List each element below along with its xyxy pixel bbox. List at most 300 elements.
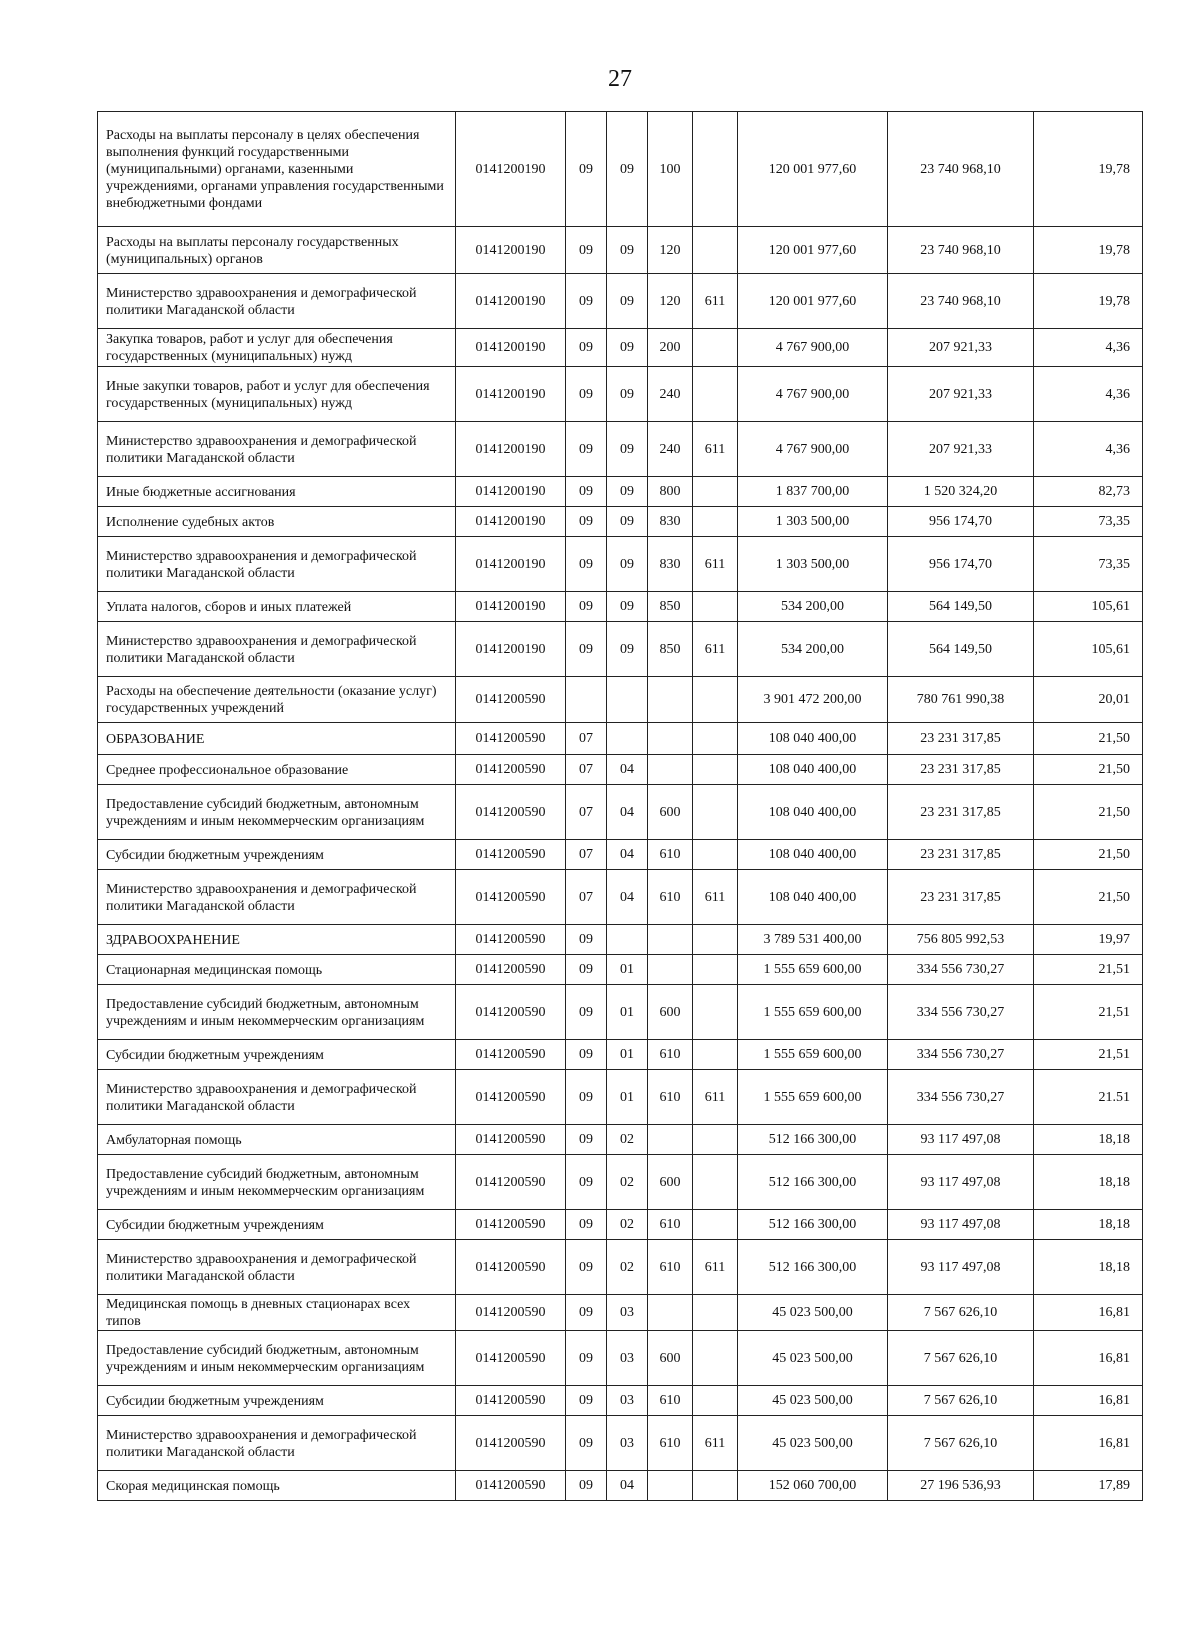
execution-percent-cell: 4,36 <box>1034 367 1143 422</box>
table-row <box>98 367 1143 422</box>
table-row <box>98 925 1143 955</box>
executed-amount-cell: 564 149,50 <box>888 592 1034 622</box>
table-row <box>98 1125 1143 1155</box>
expense-name-cell: Медицинская помощь в дневных стационарах всех типов <box>98 1295 456 1331</box>
execution-percent-cell: 21,51 <box>1034 955 1143 985</box>
execution-percent-cell: 17,89 <box>1034 1471 1143 1501</box>
expense-type-cell <box>648 1471 693 1501</box>
subsection-cell <box>607 723 648 755</box>
admin-code-cell <box>693 507 738 537</box>
execution-percent-cell: 4,36 <box>1034 329 1143 367</box>
target-article-cell: 0141200590 <box>456 985 566 1040</box>
target-article-cell: 0141200590 <box>456 1416 566 1471</box>
subsection-cell: 09 <box>607 422 648 477</box>
executed-amount-cell: 7 567 626,10 <box>888 1295 1034 1331</box>
planned-amount-cell: 534 200,00 <box>738 592 888 622</box>
execution-percent-cell: 19,97 <box>1034 925 1143 955</box>
execution-percent-cell: 18,18 <box>1034 1210 1143 1240</box>
table-row <box>98 723 1143 755</box>
target-article-cell: 0141200590 <box>456 1210 566 1240</box>
expense-type-cell: 600 <box>648 1155 693 1210</box>
target-article-cell: 0141200190 <box>456 422 566 477</box>
subsection-cell: 02 <box>607 1125 648 1155</box>
target-article-cell: 0141200190 <box>456 592 566 622</box>
admin-code-cell <box>693 925 738 955</box>
admin-code-cell: 611 <box>693 622 738 677</box>
subsection-cell: 03 <box>607 1331 648 1386</box>
subsection-cell: 09 <box>607 592 648 622</box>
admin-code-cell <box>693 985 738 1040</box>
execution-percent-cell: 73,35 <box>1034 507 1143 537</box>
target-article-cell: 0141200590 <box>456 1386 566 1416</box>
planned-amount-cell: 3 789 531 400,00 <box>738 925 888 955</box>
expense-type-cell <box>648 1125 693 1155</box>
expense-type-cell: 610 <box>648 1210 693 1240</box>
admin-code-cell <box>693 755 738 785</box>
subsection-cell: 09 <box>607 622 648 677</box>
expense-name-cell: Министерство здравоохранения и демографической политики Магаданской области <box>98 1240 456 1295</box>
planned-amount-cell: 108 040 400,00 <box>738 755 888 785</box>
section-cell: 09 <box>566 422 607 477</box>
expense-type-cell: 100 <box>648 112 693 227</box>
subsection-cell: 09 <box>607 507 648 537</box>
expense-name-cell: Исполнение судебных актов <box>98 507 456 537</box>
executed-amount-cell: 23 231 317,85 <box>888 870 1034 925</box>
executed-amount-cell: 23 231 317,85 <box>888 723 1034 755</box>
subsection-cell: 04 <box>607 785 648 840</box>
planned-amount-cell: 45 023 500,00 <box>738 1386 888 1416</box>
execution-percent-cell: 82,73 <box>1034 477 1143 507</box>
table-row <box>98 622 1143 677</box>
subsection-cell: 01 <box>607 1070 648 1125</box>
expense-type-cell: 610 <box>648 840 693 870</box>
subsection-cell: 04 <box>607 755 648 785</box>
executed-amount-cell: 23 231 317,85 <box>888 785 1034 840</box>
execution-percent-cell: 16,81 <box>1034 1416 1143 1471</box>
execution-percent-cell: 21,50 <box>1034 840 1143 870</box>
subsection-cell: 03 <box>607 1416 648 1471</box>
target-article-cell: 0141200590 <box>456 1240 566 1295</box>
section-cell: 07 <box>566 870 607 925</box>
planned-amount-cell: 108 040 400,00 <box>738 840 888 870</box>
executed-amount-cell: 207 921,33 <box>888 422 1034 477</box>
admin-code-cell <box>693 677 738 723</box>
expense-name-cell: Субсидии бюджетным учреждениям <box>98 1210 456 1240</box>
page-number: 27 <box>608 66 632 92</box>
subsection-cell: 09 <box>607 329 648 367</box>
section-cell: 09 <box>566 1125 607 1155</box>
expense-type-cell: 240 <box>648 367 693 422</box>
expense-type-cell: 600 <box>648 1331 693 1386</box>
table-row <box>98 329 1143 367</box>
target-article-cell: 0141200190 <box>456 227 566 274</box>
admin-code-cell: 611 <box>693 537 738 592</box>
expense-type-cell: 610 <box>648 1040 693 1070</box>
section-cell: 07 <box>566 840 607 870</box>
execution-percent-cell: 4,36 <box>1034 422 1143 477</box>
section-cell: 09 <box>566 507 607 537</box>
table-row <box>98 955 1143 985</box>
planned-amount-cell: 512 166 300,00 <box>738 1210 888 1240</box>
executed-amount-cell: 1 520 324,20 <box>888 477 1034 507</box>
section-cell: 09 <box>566 1295 607 1331</box>
planned-amount-cell: 1 555 659 600,00 <box>738 955 888 985</box>
subsection-cell: 01 <box>607 955 648 985</box>
admin-code-cell: 611 <box>693 1416 738 1471</box>
target-article-cell: 0141200590 <box>456 723 566 755</box>
section-cell: 09 <box>566 1240 607 1295</box>
expense-name-cell: Министерство здравоохранения и демографической политики Магаданской области <box>98 1070 456 1125</box>
execution-percent-cell: 16,81 <box>1034 1386 1143 1416</box>
admin-code-cell <box>693 227 738 274</box>
executed-amount-cell: 780 761 990,38 <box>888 677 1034 723</box>
admin-code-cell <box>693 723 738 755</box>
admin-code-cell <box>693 955 738 985</box>
subsection-cell: 09 <box>607 227 648 274</box>
subsection-cell: 03 <box>607 1386 648 1416</box>
planned-amount-cell: 4 767 900,00 <box>738 329 888 367</box>
section-cell: 09 <box>566 955 607 985</box>
expense-name-cell: Министерство здравоохранения и демографической политики Магаданской области <box>98 870 456 925</box>
target-article-cell: 0141200590 <box>456 840 566 870</box>
planned-amount-cell: 4 767 900,00 <box>738 367 888 422</box>
target-article-cell: 0141200590 <box>456 1070 566 1125</box>
planned-amount-cell: 120 001 977,60 <box>738 112 888 227</box>
table-row <box>98 1210 1143 1240</box>
executed-amount-cell: 7 567 626,10 <box>888 1386 1034 1416</box>
planned-amount-cell: 512 166 300,00 <box>738 1125 888 1155</box>
executed-amount-cell: 7 567 626,10 <box>888 1331 1034 1386</box>
execution-percent-cell: 18,18 <box>1034 1240 1143 1295</box>
table-row <box>98 422 1143 477</box>
execution-percent-cell: 19,78 <box>1034 227 1143 274</box>
expense-type-cell: 120 <box>648 227 693 274</box>
expense-name-cell: Предоставление субсидий бюджетным, автономным учреждениям и иным некоммерческим организациям <box>98 1331 456 1386</box>
target-article-cell: 0141200590 <box>456 1040 566 1070</box>
execution-percent-cell: 21,50 <box>1034 870 1143 925</box>
section-cell: 09 <box>566 274 607 329</box>
budget-table-body <box>98 112 1143 1501</box>
subsection-cell: 09 <box>607 274 648 329</box>
expense-name-cell: Амбулаторная помощь <box>98 1125 456 1155</box>
table-row <box>98 112 1143 227</box>
planned-amount-cell: 3 901 472 200,00 <box>738 677 888 723</box>
expense-name-cell: Расходы на обеспечение деятельности (оказание услуг) государственных учреждений <box>98 677 456 723</box>
subsection-cell: 01 <box>607 985 648 1040</box>
section-cell: 09 <box>566 227 607 274</box>
subsection-cell: 02 <box>607 1155 648 1210</box>
expense-type-cell: 600 <box>648 785 693 840</box>
subsection-cell: 09 <box>607 477 648 507</box>
expense-name-cell: Закупка товаров, работ и услуг для обеспечения государственных (муниципальных) нужд <box>98 329 456 367</box>
expense-type-cell: 610 <box>648 1416 693 1471</box>
planned-amount-cell: 534 200,00 <box>738 622 888 677</box>
table-row <box>98 1471 1143 1501</box>
target-article-cell: 0141200190 <box>456 537 566 592</box>
planned-amount-cell: 1 555 659 600,00 <box>738 985 888 1040</box>
subsection-cell: 09 <box>607 112 648 227</box>
admin-code-cell: 611 <box>693 1070 738 1125</box>
executed-amount-cell: 93 117 497,08 <box>888 1125 1034 1155</box>
admin-code-cell <box>693 112 738 227</box>
table-row <box>98 1240 1143 1295</box>
execution-percent-cell: 20,01 <box>1034 677 1143 723</box>
target-article-cell: 0141200590 <box>456 785 566 840</box>
planned-amount-cell: 4 767 900,00 <box>738 422 888 477</box>
expense-type-cell: 600 <box>648 985 693 1040</box>
subsection-cell <box>607 677 648 723</box>
expense-type-cell: 120 <box>648 274 693 329</box>
subsection-cell: 04 <box>607 1471 648 1501</box>
executed-amount-cell: 334 556 730,27 <box>888 1070 1034 1125</box>
admin-code-cell <box>693 1210 738 1240</box>
admin-code-cell: 611 <box>693 1240 738 1295</box>
executed-amount-cell: 23 740 968,10 <box>888 274 1034 329</box>
table-row <box>98 227 1143 274</box>
planned-amount-cell: 1 303 500,00 <box>738 537 888 592</box>
planned-amount-cell: 512 166 300,00 <box>738 1240 888 1295</box>
expense-name-cell: Стационарная медицинская помощь <box>98 955 456 985</box>
executed-amount-cell: 23 231 317,85 <box>888 755 1034 785</box>
target-article-cell: 0141200590 <box>456 870 566 925</box>
executed-amount-cell: 956 174,70 <box>888 537 1034 592</box>
target-article-cell: 0141200590 <box>456 755 566 785</box>
executed-amount-cell: 93 117 497,08 <box>888 1155 1034 1210</box>
section-cell: 09 <box>566 622 607 677</box>
section-cell: 09 <box>566 1210 607 1240</box>
executed-amount-cell: 334 556 730,27 <box>888 955 1034 985</box>
section-cell: 09 <box>566 1416 607 1471</box>
planned-amount-cell: 152 060 700,00 <box>738 1471 888 1501</box>
target-article-cell: 0141200590 <box>456 925 566 955</box>
admin-code-cell <box>693 1331 738 1386</box>
table-row <box>98 870 1143 925</box>
execution-percent-cell: 21.51 <box>1034 1070 1143 1125</box>
section-cell: 09 <box>566 1155 607 1210</box>
table-row <box>98 1386 1143 1416</box>
planned-amount-cell: 120 001 977,60 <box>738 274 888 329</box>
expense-name-cell: Иные бюджетные ассигнования <box>98 477 456 507</box>
table-row <box>98 1416 1143 1471</box>
expense-name-cell: Предоставление субсидий бюджетным, автономным учреждениям и иным некоммерческим организациям <box>98 785 456 840</box>
section-cell: 07 <box>566 755 607 785</box>
planned-amount-cell: 1 837 700,00 <box>738 477 888 507</box>
table-row <box>98 537 1143 592</box>
target-article-cell: 0141200590 <box>456 1331 566 1386</box>
expense-type-cell <box>648 755 693 785</box>
table-row <box>98 755 1143 785</box>
subsection-cell: 09 <box>607 367 648 422</box>
expense-name-cell: Министерство здравоохранения и демографической политики Магаданской области <box>98 274 456 329</box>
admin-code-cell <box>693 1125 738 1155</box>
section-cell: 09 <box>566 1331 607 1386</box>
target-article-cell: 0141200590 <box>456 1295 566 1331</box>
target-article-cell: 0141200590 <box>456 1155 566 1210</box>
table-row <box>98 274 1143 329</box>
target-article-cell: 0141200190 <box>456 274 566 329</box>
table-row <box>98 985 1143 1040</box>
table-row <box>98 1331 1143 1386</box>
executed-amount-cell: 756 805 992,53 <box>888 925 1034 955</box>
planned-amount-cell: 1 555 659 600,00 <box>738 1070 888 1125</box>
executed-amount-cell: 956 174,70 <box>888 507 1034 537</box>
section-cell: 09 <box>566 329 607 367</box>
expense-name-cell: ОБРАЗОВАНИЕ <box>98 723 456 755</box>
expense-name-cell: Уплата налогов, сборов и иных платежей <box>98 592 456 622</box>
admin-code-cell <box>693 1471 738 1501</box>
table-row <box>98 477 1143 507</box>
target-article-cell: 0141200590 <box>456 1125 566 1155</box>
subsection-cell: 01 <box>607 1040 648 1070</box>
executed-amount-cell: 23 740 968,10 <box>888 112 1034 227</box>
section-cell: 09 <box>566 477 607 507</box>
table-row <box>98 1070 1143 1125</box>
expense-type-cell <box>648 723 693 755</box>
section-cell: 07 <box>566 785 607 840</box>
executed-amount-cell: 334 556 730,27 <box>888 985 1034 1040</box>
table-row <box>98 1295 1143 1331</box>
expense-type-cell <box>648 677 693 723</box>
expense-name-cell: Иные закупки товаров, работ и услуг для обеспечения государственных (муниципальных) нужд <box>98 367 456 422</box>
planned-amount-cell: 120 001 977,60 <box>738 227 888 274</box>
table-row <box>98 840 1143 870</box>
expense-name-cell: Предоставление субсидий бюджетным, автономным учреждениям и иным некоммерческим организациям <box>98 1155 456 1210</box>
admin-code-cell <box>693 329 738 367</box>
executed-amount-cell: 27 196 536,93 <box>888 1471 1034 1501</box>
admin-code-cell: 611 <box>693 422 738 477</box>
admin-code-cell <box>693 840 738 870</box>
execution-percent-cell: 16,81 <box>1034 1295 1143 1331</box>
admin-code-cell <box>693 1040 738 1070</box>
planned-amount-cell: 108 040 400,00 <box>738 785 888 840</box>
subsection-cell: 04 <box>607 840 648 870</box>
expense-type-cell: 610 <box>648 1240 693 1295</box>
subsection-cell: 04 <box>607 870 648 925</box>
expense-name-cell: Субсидии бюджетным учреждениям <box>98 1040 456 1070</box>
execution-percent-cell: 21,51 <box>1034 985 1143 1040</box>
execution-percent-cell: 19,78 <box>1034 112 1143 227</box>
table-row <box>98 785 1143 840</box>
expense-name-cell: Расходы на выплаты персоналу в целях обеспечения выполнения функций государственными (муниципальными) органами, казенными учреждениями, органами управления государственными внебюджетными фондами <box>98 112 456 227</box>
planned-amount-cell: 1 555 659 600,00 <box>738 1040 888 1070</box>
executed-amount-cell: 23 231 317,85 <box>888 840 1034 870</box>
target-article-cell: 0141200190 <box>456 622 566 677</box>
section-cell: 09 <box>566 1040 607 1070</box>
execution-percent-cell: 73,35 <box>1034 537 1143 592</box>
execution-percent-cell: 19,78 <box>1034 274 1143 329</box>
expense-name-cell: Министерство здравоохранения и демографической политики Магаданской области <box>98 422 456 477</box>
execution-percent-cell: 18,18 <box>1034 1125 1143 1155</box>
execution-percent-cell: 21,50 <box>1034 785 1143 840</box>
target-article-cell: 0141200590 <box>456 955 566 985</box>
target-article-cell: 0141200190 <box>456 112 566 227</box>
section-cell: 09 <box>566 985 607 1040</box>
admin-code-cell <box>693 1295 738 1331</box>
expense-name-cell: Министерство здравоохранения и демографической политики Магаданской области <box>98 622 456 677</box>
target-article-cell: 0141200190 <box>456 507 566 537</box>
execution-percent-cell: 105,61 <box>1034 592 1143 622</box>
admin-code-cell: 611 <box>693 274 738 329</box>
table-row <box>98 1155 1143 1210</box>
section-cell: 09 <box>566 1471 607 1501</box>
expense-type-cell: 830 <box>648 537 693 592</box>
expense-name-cell: Расходы на выплаты персоналу государственных (муниципальных) органов <box>98 227 456 274</box>
section-cell: 09 <box>566 367 607 422</box>
section-cell <box>566 677 607 723</box>
target-article-cell: 0141200590 <box>456 1471 566 1501</box>
subsection-cell: 02 <box>607 1210 648 1240</box>
expense-type-cell: 610 <box>648 1070 693 1125</box>
admin-code-cell <box>693 477 738 507</box>
expense-type-cell: 800 <box>648 477 693 507</box>
admin-code-cell: 611 <box>693 870 738 925</box>
execution-percent-cell: 21,50 <box>1034 755 1143 785</box>
planned-amount-cell: 108 040 400,00 <box>738 723 888 755</box>
section-cell: 09 <box>566 1386 607 1416</box>
expense-type-cell: 240 <box>648 422 693 477</box>
expense-type-cell: 850 <box>648 592 693 622</box>
admin-code-cell <box>693 1386 738 1416</box>
expense-name-cell: ЗДРАВООХРАНЕНИЕ <box>98 925 456 955</box>
expense-name-cell: Скорая медицинская помощь <box>98 1471 456 1501</box>
section-cell: 09 <box>566 925 607 955</box>
expense-type-cell <box>648 925 693 955</box>
expense-type-cell <box>648 955 693 985</box>
subsection-cell <box>607 925 648 955</box>
expense-type-cell: 200 <box>648 329 693 367</box>
expense-name-cell: Субсидии бюджетным учреждениям <box>98 840 456 870</box>
expense-type-cell: 850 <box>648 622 693 677</box>
section-cell: 07 <box>566 723 607 755</box>
executed-amount-cell: 93 117 497,08 <box>888 1240 1034 1295</box>
admin-code-cell <box>693 1155 738 1210</box>
table-row <box>98 1040 1143 1070</box>
section-cell: 09 <box>566 592 607 622</box>
admin-code-cell <box>693 367 738 422</box>
expense-type-cell: 830 <box>648 507 693 537</box>
planned-amount-cell: 512 166 300,00 <box>738 1155 888 1210</box>
planned-amount-cell: 1 303 500,00 <box>738 507 888 537</box>
table-row <box>98 507 1143 537</box>
target-article-cell: 0141200590 <box>456 677 566 723</box>
executed-amount-cell: 23 740 968,10 <box>888 227 1034 274</box>
target-article-cell: 0141200190 <box>456 477 566 507</box>
execution-percent-cell: 21,50 <box>1034 723 1143 755</box>
section-cell: 09 <box>566 1070 607 1125</box>
executed-amount-cell: 564 149,50 <box>888 622 1034 677</box>
subsection-cell: 02 <box>607 1240 648 1295</box>
expense-type-cell: 610 <box>648 1386 693 1416</box>
executed-amount-cell: 334 556 730,27 <box>888 1040 1034 1070</box>
section-cell: 09 <box>566 112 607 227</box>
execution-percent-cell: 105,61 <box>1034 622 1143 677</box>
expense-name-cell: Предоставление субсидий бюджетным, автономным учреждениям и иным некоммерческим организациям <box>98 985 456 1040</box>
subsection-cell: 09 <box>607 537 648 592</box>
planned-amount-cell: 108 040 400,00 <box>738 870 888 925</box>
planned-amount-cell: 45 023 500,00 <box>738 1416 888 1471</box>
expense-type-cell: 610 <box>648 870 693 925</box>
section-cell: 09 <box>566 537 607 592</box>
expense-name-cell: Субсидии бюджетным учреждениям <box>98 1386 456 1416</box>
admin-code-cell <box>693 592 738 622</box>
admin-code-cell <box>693 785 738 840</box>
target-article-cell: 0141200190 <box>456 367 566 422</box>
target-article-cell: 0141200190 <box>456 329 566 367</box>
executed-amount-cell: 7 567 626,10 <box>888 1416 1034 1471</box>
execution-percent-cell: 16,81 <box>1034 1331 1143 1386</box>
expense-name-cell: Министерство здравоохранения и демографической политики Магаданской области <box>98 537 456 592</box>
table-row <box>98 677 1143 723</box>
